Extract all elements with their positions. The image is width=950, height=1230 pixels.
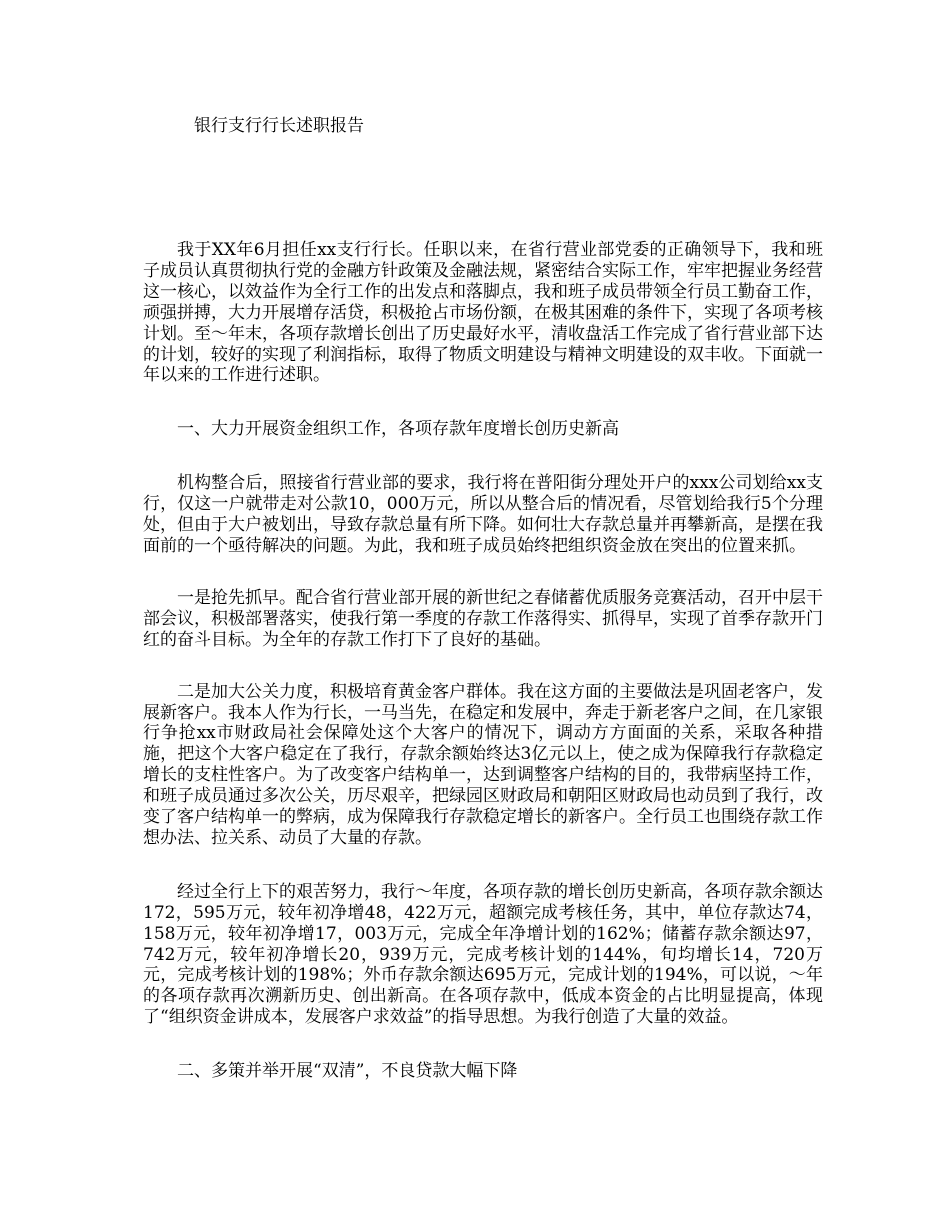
paragraph-key-clients: 二是加大公关力度，积极培育黄金客户群体。我在这方面的主要做法是巩固老客户，发展新客户。我本人作为行长，一马当先，在稳定和发展中，奔走于新老客户之间，在几家银行争抢xx市财政局社会保障处这个大客户的情况下，调动方方面面的关系，采取各种措施，把这个大客户稳定在了我行，存款余额始终达3亿元以上，使之成为保障我行存款稳定增长的支柱性客户。为了改变客户结构单一，达到调整客户结构的目的，我带病坚持工作，和班子成员通过多次公关，历尽艰辛，把绿园区财政局和朝阳区财政局也动员到了我行，改变了客户结构单一的弊病，成为保障我行存款稳定增长的新客户。全行员工也围绕存款工作想办法、拉关系、动员了大量的存款。	[143, 681, 823, 848]
section-heading-bad-loans: 二、多策并举开展“双清”，不良贷款大幅下降	[177, 1061, 518, 1082]
document-body	[143, 240, 823, 1082]
paragraph-intro: 我于XX年6月担任xx支行行长。任职以来，在省行营业部党委的正确领导下，我和班子成员认真贯彻执行党的金融方针政策及金融法规，紧密结合实际工作，牢牢把握业务经营这一核心，以效益作为全行工作的出发点和落脚点，我和班子成员带领全行员工勤奋工作，顽强拼搏，大力开展增存活贷，积极抢占市场份额，在极其困难的条件下，实现了各项考核计划。至～年末，各项存款增长创出了历史最好水平，清收盘活工作完成了省行营业部下达的计划，较好的实现了利润指标，取得了物质文明建设与精神文明建设的双丰收。下面就一年以来的工作进行述职。	[143, 240, 823, 386]
section-heading-deposits: 一、大力开展资金组织工作，各项存款年度增长创历史新高	[177, 419, 619, 440]
paragraph-results: 经过全行上下的艰苦努力，我行～年度，各项存款的增长创历史新高，各项存款余额达172，595万元，较年初净增48，422万元，超额完成考核任务，其中，单位存款达74，158万元，较年初净增17，003万元，完成全年净增计划的162%；储蓄存款余额达97，742万元，较年初净增长20，939万元，完成考核计划的144%，旬均增长14，720万元，完成考核计划的198%；外币存款余额达695万元，完成计划的194%，可以说，～年的各项存款再次溯新历史、创出新高。在各项存款中，低成本资金的占比明显提高，体现了“组织资金讲成本，发展客户求效益”的指导思想。为我行创造了大量的效益。	[143, 881, 823, 1028]
paragraph-early-start: 一是抢先抓早。配合省行营业部开展的新世纪之春储蓄优质服务竞赛活动，召开中层干部会议，积极部署落实，使我行第一季度的存款工作落得实、抓得早，实现了首季存款开门红的奋斗目标。为全年的存款工作打下了良好的基础。	[143, 587, 823, 650]
document-title: 银行支行行长述职报告	[194, 116, 364, 136]
paragraph-reorganization: 机构整合后，照接省行营业部的要求，我行将在普阳街分理处开户的xxx公司划给xx支行，仅这一户就带走对公款10，000万元，所以从整合后的情况看，尽管划给我行5个分理处，但由于大户被划出，导致存款总量有所下降。如何壮大存款总量并再攀新高，是摆在我面前的一个亟待解决的问题。为此，我和班子成员始终把组织资金放在突出的位置来抓。	[143, 473, 823, 556]
